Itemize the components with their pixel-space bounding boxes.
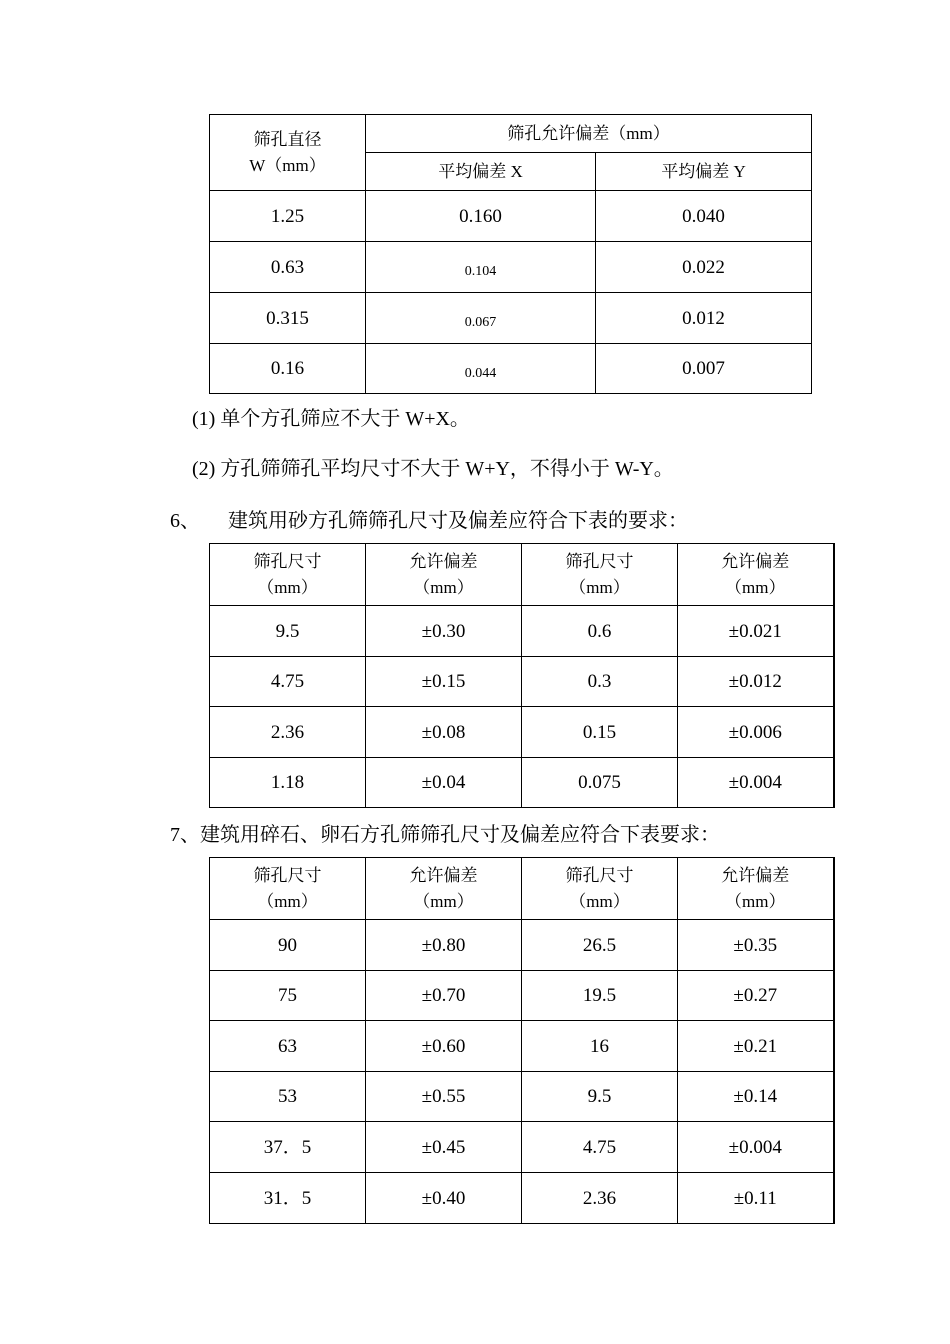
cell-x: 0.104 bbox=[366, 242, 596, 293]
cell-x: 0.044 bbox=[366, 344, 596, 394]
table-row bbox=[210, 707, 834, 758]
cell-y: 0.040 bbox=[596, 191, 812, 242]
section-6-number: 6、 bbox=[170, 510, 200, 532]
cell-tolerance: ±0.08 bbox=[366, 707, 522, 758]
header-sieve-size: 筛孔尺寸 （mm） bbox=[210, 858, 366, 920]
cell-tolerance: ±0.006 bbox=[678, 707, 834, 758]
cell-y: 0.007 bbox=[596, 344, 812, 394]
cell-y: 0.022 bbox=[596, 242, 812, 293]
table-row bbox=[210, 1122, 834, 1173]
cell-tolerance: ±0.15 bbox=[366, 657, 522, 707]
cell-tolerance: ±0.021 bbox=[678, 606, 834, 657]
cell-tolerance: ±0.14 bbox=[678, 1072, 834, 1122]
section-7-heading: 7、建筑用碎石、卵石方孔筛筛孔尺寸及偏差应符合下表要求： bbox=[170, 824, 720, 846]
section-6-heading: 建筑用砂方孔筛筛孔尺寸及偏差应符合下表的要求： bbox=[228, 510, 688, 532]
header-tolerance: 允许偏差 （mm） bbox=[366, 544, 522, 606]
cell-tolerance: ±0.35 bbox=[678, 920, 834, 971]
cell-w: 0.315 bbox=[210, 293, 366, 344]
cell-size: 16 bbox=[522, 1021, 678, 1072]
table-row bbox=[210, 242, 812, 293]
table-row bbox=[210, 758, 834, 808]
header-sieve-diameter: 筛孔直径 W（mm） bbox=[210, 115, 366, 191]
cell-tolerance: ±0.27 bbox=[678, 971, 834, 1021]
header-mean-deviation-x: 平均偏差 X bbox=[366, 153, 596, 191]
cell-x: 0.160 bbox=[366, 191, 596, 242]
cell-size: 75 bbox=[210, 971, 366, 1021]
cell-size: 37．5 bbox=[210, 1122, 366, 1173]
cell-size: 4.75 bbox=[210, 657, 366, 707]
cell-size: 0.3 bbox=[522, 657, 678, 707]
cell-size: 9.5 bbox=[210, 606, 366, 657]
cell-tolerance: ±0.004 bbox=[678, 1122, 834, 1173]
table-row bbox=[210, 606, 834, 657]
cell-tolerance: ±0.11 bbox=[678, 1173, 834, 1224]
cell-size: 31．5 bbox=[210, 1173, 366, 1224]
cell-size: 2.36 bbox=[210, 707, 366, 758]
table-row bbox=[210, 920, 834, 971]
cell-tolerance: ±0.21 bbox=[678, 1021, 834, 1072]
cell-size: 26.5 bbox=[522, 920, 678, 971]
cell-tolerance: ±0.30 bbox=[366, 606, 522, 657]
cell-size: 19.5 bbox=[522, 971, 678, 1021]
cell-tolerance: ±0.45 bbox=[366, 1122, 522, 1173]
cell-size: 90 bbox=[210, 920, 366, 971]
header-tolerance: 允许偏差 （mm） bbox=[678, 544, 834, 606]
cell-w: 1.25 bbox=[210, 191, 366, 242]
table-row bbox=[210, 971, 834, 1021]
note-2: (2) 方孔筛筛孔平均尺寸不大于 W+Y，不得小于 W-Y。 bbox=[192, 458, 674, 480]
table-row bbox=[210, 344, 812, 394]
header-sieve-size: 筛孔尺寸 （mm） bbox=[210, 544, 366, 606]
table-row bbox=[210, 1021, 834, 1072]
cell-size: 63 bbox=[210, 1021, 366, 1072]
header-tolerance: 允许偏差 （mm） bbox=[678, 858, 834, 920]
cell-size: 2.36 bbox=[522, 1173, 678, 1224]
cell-w: 0.63 bbox=[210, 242, 366, 293]
cell-size: 0.075 bbox=[522, 758, 678, 808]
cell-size: 1.18 bbox=[210, 758, 366, 808]
header-mean-deviation-y: 平均偏差 Y bbox=[596, 153, 812, 191]
cell-tolerance: ±0.004 bbox=[678, 758, 834, 808]
cell-tolerance: ±0.012 bbox=[678, 657, 834, 707]
cell-tolerance: ±0.70 bbox=[366, 971, 522, 1021]
cell-size: 0.15 bbox=[522, 707, 678, 758]
cell-size: 9.5 bbox=[522, 1072, 678, 1122]
cell-y: 0.012 bbox=[596, 293, 812, 344]
table-row bbox=[210, 293, 812, 344]
cell-x: 0.067 bbox=[366, 293, 596, 344]
cell-tolerance: ±0.04 bbox=[366, 758, 522, 808]
sand-sieve-table bbox=[209, 543, 835, 808]
cell-tolerance: ±0.40 bbox=[366, 1173, 522, 1224]
header-sieve-size: 筛孔尺寸 （mm） bbox=[522, 544, 678, 606]
cell-size: 4.75 bbox=[522, 1122, 678, 1173]
cell-size: 53 bbox=[210, 1072, 366, 1122]
note-1: (1) 单个方孔筛应不大于 W+X。 bbox=[192, 408, 470, 430]
cell-tolerance: ±0.80 bbox=[366, 920, 522, 971]
gravel-sieve-table bbox=[209, 857, 835, 1224]
cell-size: 0.6 bbox=[522, 606, 678, 657]
table-row bbox=[210, 1173, 834, 1224]
cell-tolerance: ±0.60 bbox=[366, 1021, 522, 1072]
header-sieve-size: 筛孔尺寸 （mm） bbox=[522, 858, 678, 920]
cell-w: 0.16 bbox=[210, 344, 366, 394]
table-row bbox=[210, 1072, 834, 1122]
table-row bbox=[210, 191, 812, 242]
header-allowed-deviation: 筛孔允许偏差（mm） bbox=[366, 115, 812, 153]
table-row bbox=[210, 657, 834, 707]
sieve-deviation-table bbox=[209, 114, 812, 394]
header-tolerance: 允许偏差 （mm） bbox=[366, 858, 522, 920]
cell-tolerance: ±0.55 bbox=[366, 1072, 522, 1122]
